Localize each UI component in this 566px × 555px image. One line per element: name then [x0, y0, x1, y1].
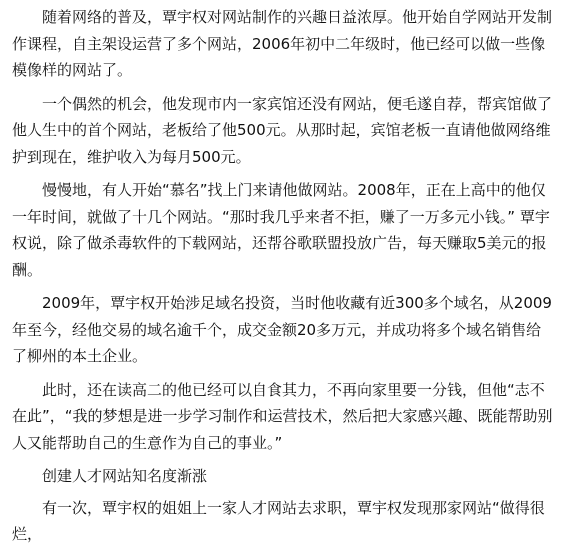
article-body	[12, 4, 556, 555]
paragraph: 有一次，覃宇权的姐姐上一家人才网站去求职，覃宇权发现那家网站“做得很烂，	[12, 498, 545, 543]
paragraph: 此时，还在读高二的他已经可以自食其力，不再向家里要一分钱，但他“志不在此”，“我的梦想是进一步学习制作和运营技术，然后把大家感兴趣、既能帮助别人又能帮助自己的生意作为自己的事业。”	[12, 380, 553, 452]
paragraph: 2009年，覃宇权开始涉足域名投资，当时他收藏有近300多个域名，从2009年至今，经他交易的域名逾千个，成交金额20多万元，并成功将多个域名销售给了柳州的本土企业。	[12, 294, 552, 365]
section-subheading: 创建人才网站知名度渐涨	[42, 467, 208, 485]
paragraph: 一个偶然的机会，他发现市内一家宾馆还没有网站，便毛遂自荐，帮宾馆做了他人生中的首个网站，老板给了他500元。从那时起，宾馆老板一直请他做网络维护到现在，维护收入为每月500元。	[12, 94, 553, 166]
paragraph: 慢慢地，有人开始“慕名”找上门来请他做网站。2008年，正在上高中的他仅一年时间，就做了十几个网站。“那时我几乎来者不拒，赚了一万多元小钱。” 覃宇权说，除了做杀毒软件的下载网站，还帮谷歌联盟投放广告，每天赚取5美元的报酬。	[12, 181, 550, 279]
paragraph: 随着网络的普及，覃宇权对网站制作的兴趣日益浓厚。他开始自学网站开发制作课程，自主架设运营了多个网站，2006年初中二年级时，他已经可以做一些像模像样的网站了。	[12, 8, 553, 79]
